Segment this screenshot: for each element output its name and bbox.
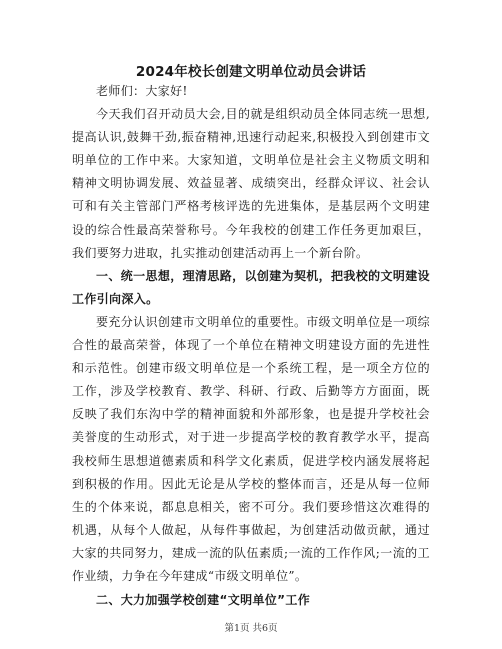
greeting-line: 老师们：大家好! [96, 84, 188, 98]
paragraph-importance: 要充分认识创建市文明单位的重要性。市级文明单位是一项综合性的最高荣誉，体现了一个单位在精神文明建设方面的先进性和示范性。创建市级文明单位是一个系统工程，是一项全方位的工作，涉及学校教育、教学、科研、行政、后勤等方方面面，既反映了我们东沟中学的精神面貌和外部形象，也是提升学校社会美誉度的生动形式，对于进一步提高学校的教育教学水平，提高我校师生思想道德素质和科学文化素质，促进学校内涵发展将起到积极的作用。因此无论是从学校的整体而言，还是从每一位师生的个体来说，都息息相关，密不可分。我们要珍惜这次难得的机遇，从每个人做起，从每件事做起，为创建活动做贡献，通过大家的共同努力，建成一流的队伍素质;一流的工作作风;一流的工作业绩，力争在今年建成“市级文明单位”。 [72, 314, 430, 583]
section-one-heading [72, 265, 430, 311]
section-one-heading-text: 一、统一思想，理清思路，以创建为契机，把我校的文明建设工作引向深入。 [72, 268, 430, 306]
document-title: 2024年校长创建文明单位动员会讲话 [135, 64, 367, 80]
paragraph-intro: 今天我们召开动员大会,目的就是组织动员全体同志统一思想,提高认识,鼓舞干劲,振奋精神,迅速行动起来,积极投入到创建市文明单位的工作中来。大家知道，文明单位是社会主义物质文明和精神文明协调发展、效益显著、成绩突出，经群众评议、社会认可和有关主管部门严格考核评选的先进集体，是基层两个文明建设的综合性最高荣誉称号。今年我校的创建工作任务更加艰巨，我们要努力进取，扎实推动创建活动再上一个新台阶。 [72, 107, 430, 260]
document-body [72, 80, 430, 612]
page-footer: 第1页 共6页 [224, 623, 278, 634]
section-two-heading: 二、大力加强学校创建“文明单位”工作 [96, 593, 311, 608]
